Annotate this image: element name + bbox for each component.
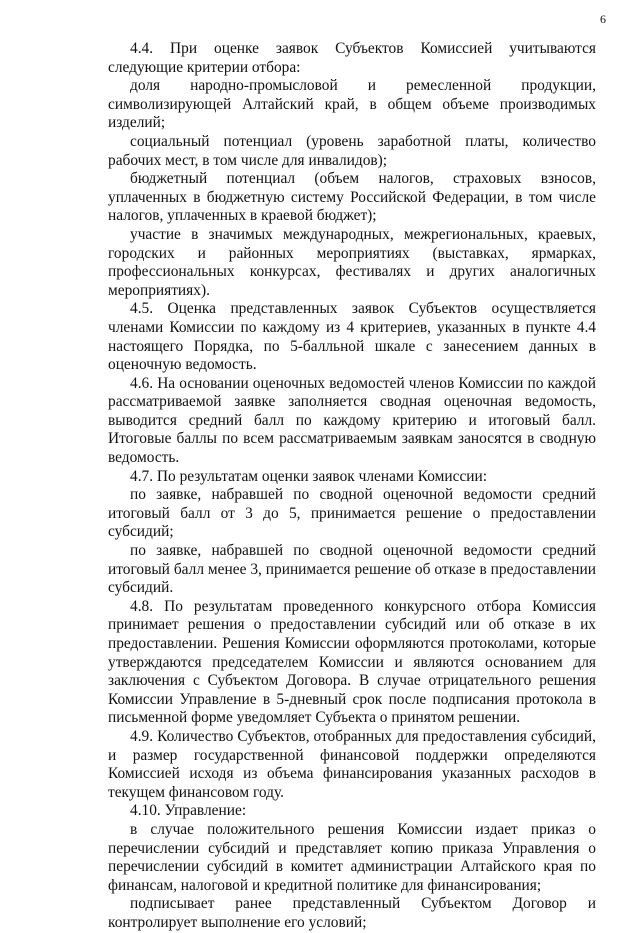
paragraph-4-5: 4.5. Оценка представленных заявок Субъектов осуществляется членами Комиссии по каждому из 4 критериев, указанных в пункте 4.4 настоящего Порядка, по 5-балльной шкале с занесением данных в оценочную ведомость. xyxy=(108,300,596,374)
page-number: 6 xyxy=(600,12,606,26)
document-body xyxy=(108,40,596,933)
criterion-folk-craft-share: доля народно-промысловой и ремесленной продукции, символизирующей Алтайский край, в общем объеме производимых изделий; xyxy=(108,77,596,132)
criterion-social-potential: социальный потенциал (уровень заработной платы, количество рабочих мест, в том числе для инвалидов); xyxy=(108,132,596,169)
paragraph-4-4: 4.4. При оценке заявок Субъектов Комиссией учитываются следующие критерии отбора: xyxy=(108,40,596,76)
decision-refusal: по заявке, набравшей по сводной оценочной ведомости средний итоговый балл менее 3, принимается решение об отказе в предоставлении субсидий. xyxy=(108,542,596,597)
paragraph-4-10: 4.10. Управление: xyxy=(130,802,247,820)
paragraph-4-6: 4.6. На основании оценочных ведомостей членов Комиссии по каждой рассматриваемой заявке заполняется сводная оценочная ведомость, выводится средний балл по каждому критерию и итоговый балл. Итоговые баллы по всем рассматриваемым заявкам заносятся в сводную ведомость. xyxy=(108,374,596,467)
paragraph-4-7: 4.7. По результатам оценки заявок членами Комиссии: xyxy=(130,467,488,485)
duty-sign-contract: подписывает ранее представленный Субъектом Договор и контролирует выполнение его условий; xyxy=(108,895,596,931)
paragraph-4-9: 4.9. Количество Субъектов, отобранных для предоставления субсидий, и размер государственной финансовой поддержки определяются Комиссией исходя из объема финансирования указанных расходов в текущем финансовом году. xyxy=(108,727,596,801)
paragraph-4-8: 4.8. По результатам проведенного конкурсного отбора Комиссия принимает решения о предоставлении субсидий или об отказе в их предоставлении. Решения Комиссии оформляются протоколами, которые утверждаются председателем Комиссии и являются основанием для заключения с Субъектом Договора. В случае отрицательного решения Комиссии Управление в 5-дневный срок после подписания протокола в письменной форме уведомляет Субъекта о принятом решении. xyxy=(108,597,596,727)
criterion-event-participation: участие в значимых международных, межрегиональных, краевых, городских и районных мероприятиях (выставках, ярмарках, профессиональных конкурсах, фестивалях и других аналогичных мероприятиях). xyxy=(108,225,596,299)
criterion-budget-potential: бюджетный потенциал (объем налогов, страховых взносов, уплаченных в бюджетную систему Российской Федерации, в том числе налогов, уплаченных в краевой бюджет); xyxy=(108,170,596,225)
duty-issue-order: в случае положительного решения Комиссии издает приказ о перечислении субсидий и представляет копию приказа Управления о перечислении субсидий в комитет администрации Алтайского края по финансам, налоговой и кредитной политике для финансирования; xyxy=(108,820,596,894)
decision-grant: по заявке, набравшей по сводной оценочной ведомости средний итоговый балл от 3 до 5, принимается решение о предоставлении субсидий; xyxy=(108,486,596,541)
